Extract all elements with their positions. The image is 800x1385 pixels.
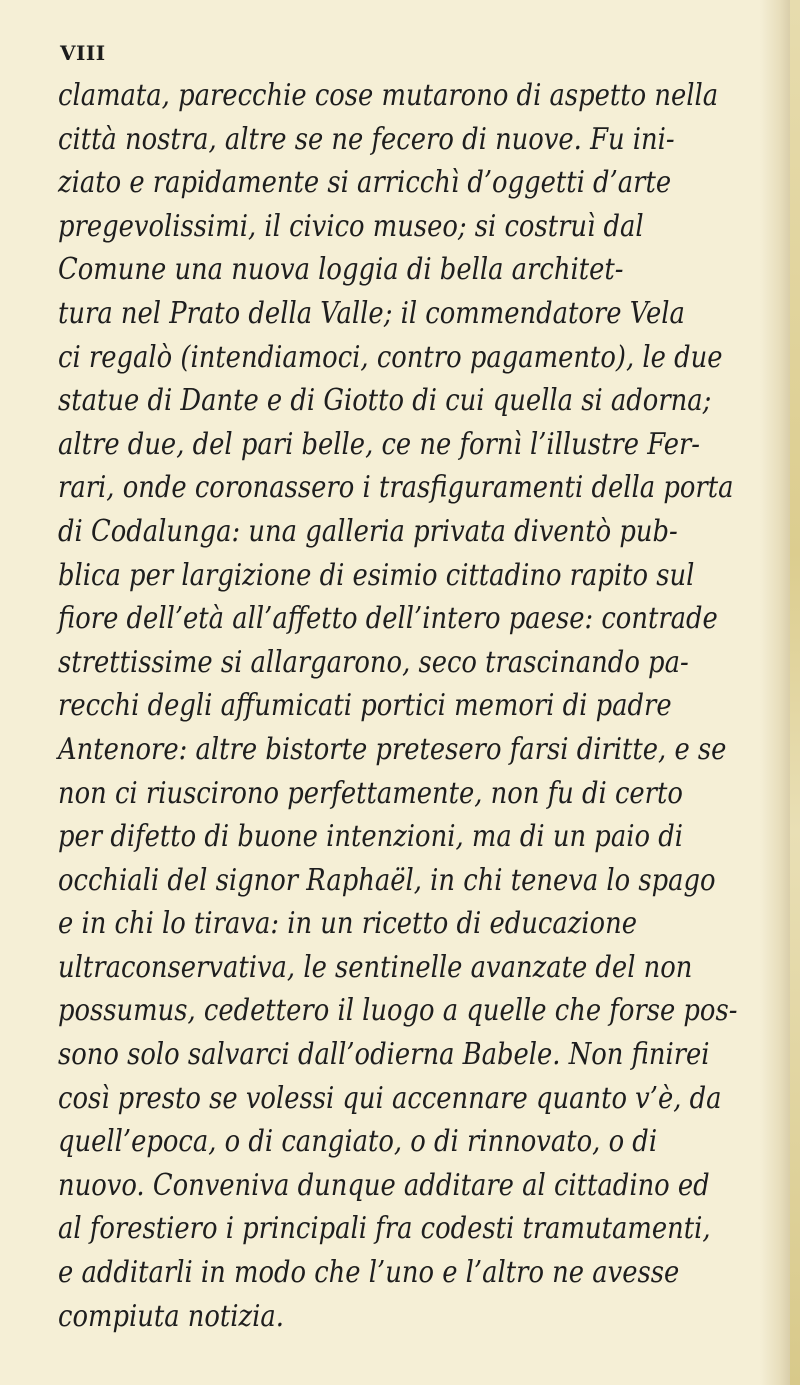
text-line: blica per largizione di esimio cittadino rapito sul: [58, 557, 695, 593]
text-line: occhiali del signor Raphaël, in chi teneva lo spago: [58, 862, 716, 898]
text-line: strettissime si allargarono, seco trascinando pa-: [58, 644, 689, 680]
text-line: rari, onde coronassero i trasfiguramenti della porta: [58, 470, 734, 506]
body-text: [58, 74, 758, 1338]
text-line: città nostra, altre se ne fecero di nuove. Fu ini-: [58, 121, 675, 157]
text-line: così presto se volessi qui accennare quanto v’è, da: [58, 1080, 722, 1116]
text-line: e additarli in modo che l’uno e l’altro ne avesse: [58, 1255, 680, 1291]
text-line: fiore dell’età all’affetto dell’intero paese: contrade: [58, 601, 718, 637]
text-line: recchi degli affumicati portici memori di padre: [58, 688, 672, 724]
text-line: tura nel Prato della Valle; il commendatore Vela: [58, 295, 685, 331]
text-line: statue di Dante e di Giotto di cui quella si adorna;: [58, 383, 712, 419]
text-line: di Codalunga: una galleria privata diventò pub-: [58, 513, 678, 549]
text-line: Antenore: altre bistorte pretesero farsi diritte, e se: [58, 731, 727, 767]
text-line: ci regalò (intendiamoci, contro pagamento), le due: [58, 339, 723, 375]
text-line: sono solo salvarci dall’odierna Babele. Non finirei: [58, 1037, 710, 1073]
text-line: non ci riuscirono perfettamente, non fu di certo: [58, 775, 683, 811]
text-line: ziato e rapidamente si arricchì d’oggetti d’arte: [58, 165, 672, 201]
text-line: al forestiero i principali fra codesti tramutamenti,: [58, 1211, 711, 1247]
text-line: compiuta notizia.: [58, 1298, 284, 1334]
text-line: altre due, del pari belle, ce ne fornì l’illustre Fer-: [58, 426, 701, 462]
text-line: ultraconservativa, le sentinelle avanzate del non: [58, 949, 693, 985]
page-edge: [790, 0, 800, 1385]
text-line: possumus, cedettero il luogo a quelle che forse pos-: [58, 993, 738, 1029]
text-line: e in chi lo tirava: in un ricetto di educazione: [58, 906, 637, 942]
text-line: Comune una nuova loggia di bella architet-: [58, 252, 624, 288]
text-line: nuovo. Conveniva dunque additare al cittadino ed: [58, 1167, 710, 1203]
page-number: VIII: [60, 41, 106, 65]
text-line: pregevolissimi, il civico museo; si costruì dal: [58, 208, 644, 244]
text-line: quell’epoca, o di cangiato, o di rinnovato, o di: [58, 1124, 658, 1160]
text-line: clamata, parecchie cose mutarono di aspetto nella: [58, 78, 719, 113]
text-line: per difetto di buone intenzioni, ma di un paio di: [58, 819, 683, 855]
